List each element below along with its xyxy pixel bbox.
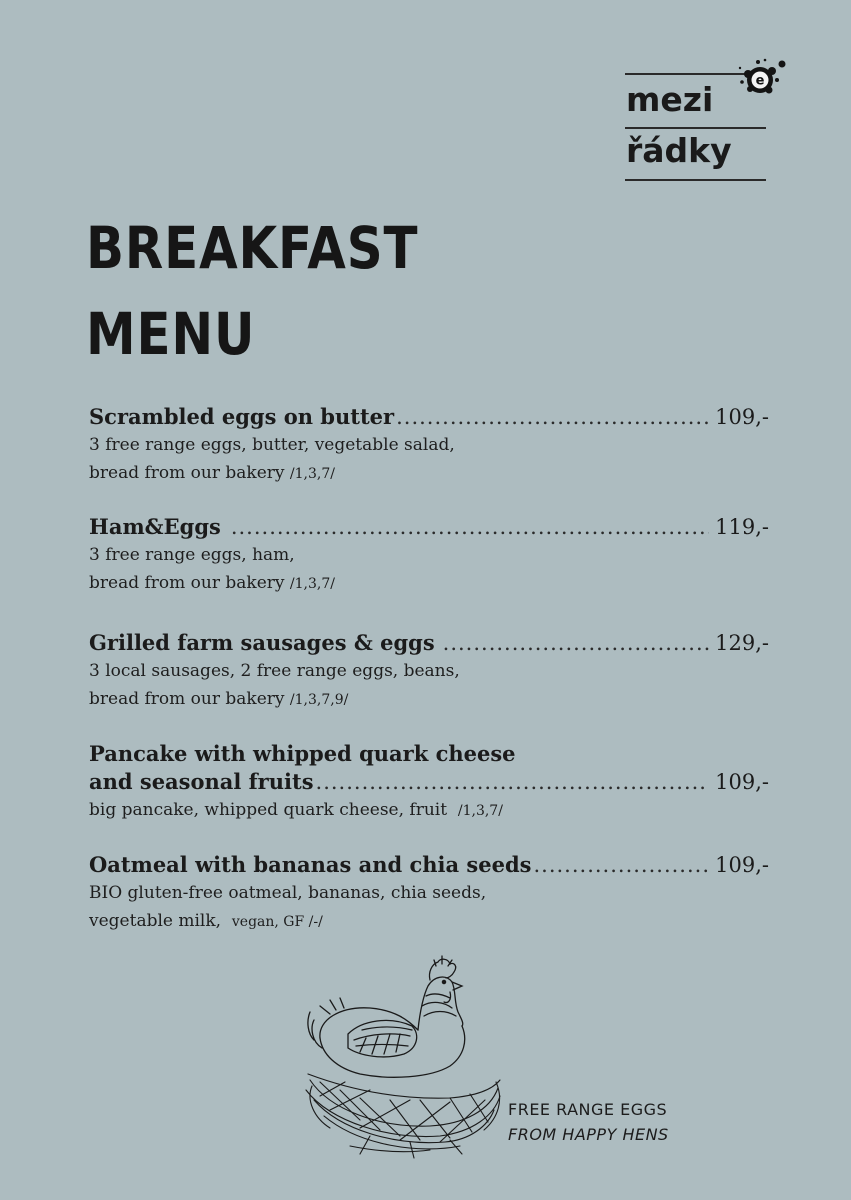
ink-splat-icon [736, 54, 788, 100]
allergens: /1,3,7/ [289, 466, 335, 482]
menu-item-ham-eggs [89, 513, 769, 598]
brand-logo [622, 48, 792, 188]
menu-item-description: big pancake, whipped quark cheese, fruit /1,3,7/ [89, 800, 503, 820]
menu-item-scrambled-eggs [89, 403, 769, 488]
menu-item-header [89, 403, 769, 431]
menu-item-pancake [89, 740, 769, 825]
illustration-caption [508, 1097, 669, 1147]
menu-item-name: Oatmeal with bananas and chia seeds [89, 852, 532, 877]
menu-item-description: 3 local sausages, 2 free range eggs, beans, [89, 661, 460, 681]
logo-word-mezi: mezi [626, 80, 714, 119]
menu-item-description: vegetable milk, vegan, GF /-/ [89, 911, 323, 931]
menu-item-grilled-sausages [89, 629, 769, 714]
menu-item-description: 3 free range eggs, ham, [89, 545, 295, 565]
title-line-menu: MENU [86, 300, 256, 368]
menu-item-name: Scrambled eggs on butter [89, 404, 395, 429]
allergens: vegan, GF /-/ [231, 914, 323, 930]
menu-item-price: 119,- [715, 515, 769, 539]
menu-item-description: 3 free range eggs, butter, vegetable salad, [89, 435, 455, 455]
caption-line-2: FROM HAPPY HENS [508, 1125, 669, 1144]
leader-dots [396, 403, 709, 431]
caption-line-1: FREE RANGE EGGS [508, 1100, 668, 1119]
menu-item-description: bread from our bakery /1,3,7/ [89, 463, 335, 483]
logo-badge-letter: e [755, 73, 765, 89]
menu-item-description: bread from our bakery /1,3,7/ [89, 573, 335, 593]
leader-dots [231, 513, 709, 541]
menu-item-header [89, 851, 769, 879]
title-line-breakfast: BREAKFAST [86, 214, 419, 282]
leader-dots [443, 629, 709, 657]
menu-item-oatmeal [89, 851, 769, 936]
allergens: /1,3,7/ [457, 803, 503, 819]
menu-item-description: bread from our bakery /1,3,7,9/ [89, 689, 349, 709]
menu-item-description: BIO gluten-free oatmeal, bananas, chia seeds, [89, 883, 487, 903]
menu-item-name: Pancake with whipped quark cheese [89, 741, 516, 766]
logo-rule-middle [625, 127, 766, 129]
leader-dots [533, 851, 709, 879]
menu-item-price: 109,- [715, 770, 769, 794]
logo-rule-bottom [625, 179, 766, 181]
menu-item-header [89, 513, 769, 541]
menu-item-price: 109,- [715, 405, 769, 429]
logo-word-radky: řádky [626, 131, 732, 170]
menu-item-header [89, 768, 769, 796]
allergens: /1,3,7,9/ [289, 692, 349, 708]
menu-item-price: 109,- [715, 853, 769, 877]
menu-item-name: Ham&Eggs [89, 514, 221, 539]
leader-dots [316, 768, 710, 796]
menu-item-price: 129,- [715, 631, 769, 655]
allergens: /1,3,7/ [289, 576, 335, 592]
menu-item-header [89, 629, 769, 657]
hen-nest-illustration [300, 950, 510, 1160]
page-title [86, 205, 418, 377]
menu-item-name-line2: and seasonal fruits [89, 769, 314, 794]
menu-item-name: Grilled farm sausages & eggs [89, 630, 435, 655]
